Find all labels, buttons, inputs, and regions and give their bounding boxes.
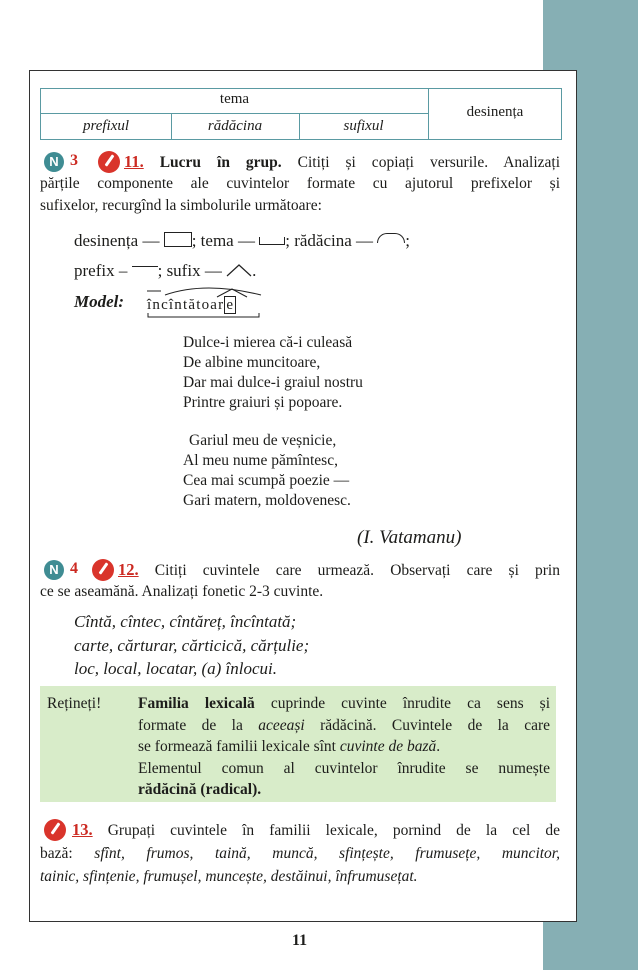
poem-line: Printre graiuri și popoare. bbox=[183, 394, 343, 411]
level-number: 3 bbox=[70, 152, 78, 169]
table-divider bbox=[41, 113, 428, 114]
poem-stanza-2 bbox=[183, 431, 351, 511]
level-number: 4 bbox=[70, 560, 78, 577]
exercise-11-line-1: 11. Lucru în grup. Citiți și copiați versurile. Analizați bbox=[124, 152, 560, 171]
remember-text: Familia lexicală cuprinde cuvinte înrudite ca sens și formate de la aceeași rădăcină. Cuvintele de la care se formează familii lexicale sînt cuvinte de bază. Elementul comun al cuvintelor înrudite se numește rădăcină (radical). bbox=[138, 695, 550, 798]
exercise-12-word-list bbox=[74, 610, 309, 681]
pencil-icon bbox=[98, 151, 120, 173]
remember-box bbox=[40, 686, 556, 802]
word-structure-table bbox=[40, 88, 562, 140]
pencil-icon bbox=[44, 819, 66, 841]
pencil-icon bbox=[92, 559, 114, 581]
level-badge-icon: N bbox=[44, 560, 64, 580]
word-list-line: Cîntă, cîntec, cîntăreț, încîntată; bbox=[74, 612, 297, 631]
page-number: 11 bbox=[292, 932, 308, 949]
exercise-11-line-3: sufixelor, recurgînd la simbolurile următoare: bbox=[40, 197, 322, 214]
exercise-13-line-2: bază: sfînt, frumos, taină, muncă, sfințește, frumusețe, muncitor, bbox=[40, 845, 560, 862]
poem-author: (I. Vatamanu) bbox=[357, 527, 462, 548]
table-cell-root: rădăcina bbox=[207, 118, 263, 134]
symbol-legend-line-2: prefix – ; sufix — . bbox=[74, 260, 256, 283]
table-cell-prefix: prefixul bbox=[82, 118, 130, 134]
exercise-12-line-1: 12. Citiți cuvintele care urmează. Observați care și prin bbox=[118, 560, 560, 579]
ending-symbol-icon bbox=[164, 232, 192, 247]
table-cell-ending: desinența bbox=[466, 104, 524, 120]
remember-label: Rețineți! bbox=[47, 695, 102, 712]
word-list-line: loc, local, locatar, (a) înlocui. bbox=[74, 659, 278, 678]
root-symbol-icon bbox=[377, 233, 405, 243]
poem-line: Dulce-i mierea că-i culeasă bbox=[183, 334, 353, 351]
poem-stanza-1 bbox=[183, 333, 363, 413]
symbol-legend-line-1: desinența — ; tema — ; rădăcina — ; bbox=[74, 231, 410, 250]
poem-line: De albine muncitoare, bbox=[183, 354, 321, 371]
model-label: Model: bbox=[74, 292, 125, 311]
prefix-symbol-icon bbox=[132, 266, 158, 267]
table-header-tema: tema bbox=[219, 91, 250, 107]
table-cell-suffix: sufixul bbox=[343, 118, 384, 134]
poem-line: Dar mai dulce-i graiul nostru bbox=[183, 374, 363, 391]
poem-line: Cea mai scumpă poezie — bbox=[183, 472, 350, 489]
poem-line: Al meu nume pămîntesc, bbox=[183, 452, 338, 469]
stem-symbol-icon bbox=[259, 237, 285, 245]
exercise-13-line-1: 13. Grupați cuvintele în familii lexicale, pornind de la cel de bbox=[72, 820, 560, 839]
poem-line: Gariul meu de veșnicie, bbox=[189, 432, 337, 449]
level-badge-icon: N bbox=[44, 152, 64, 172]
exercise-13-line-3: tainic, sfințenie, frumușel, muncește, destăinui, înfrumusețat. bbox=[40, 868, 418, 885]
exercise-12-line-2: ce se aseamănă. Analizați fonetic 2-3 cuvinte. bbox=[40, 583, 324, 600]
exercise-11-line-2: părțile componente ale cuvintelor formate cu ajutorul prefixelor și bbox=[40, 175, 560, 192]
word-list-line: carte, cărturar, cărticică, cărțulie; bbox=[74, 635, 310, 655]
poem-line: Gari matern, moldovenesc. bbox=[183, 492, 351, 509]
suffix-symbol-icon bbox=[226, 261, 252, 283]
